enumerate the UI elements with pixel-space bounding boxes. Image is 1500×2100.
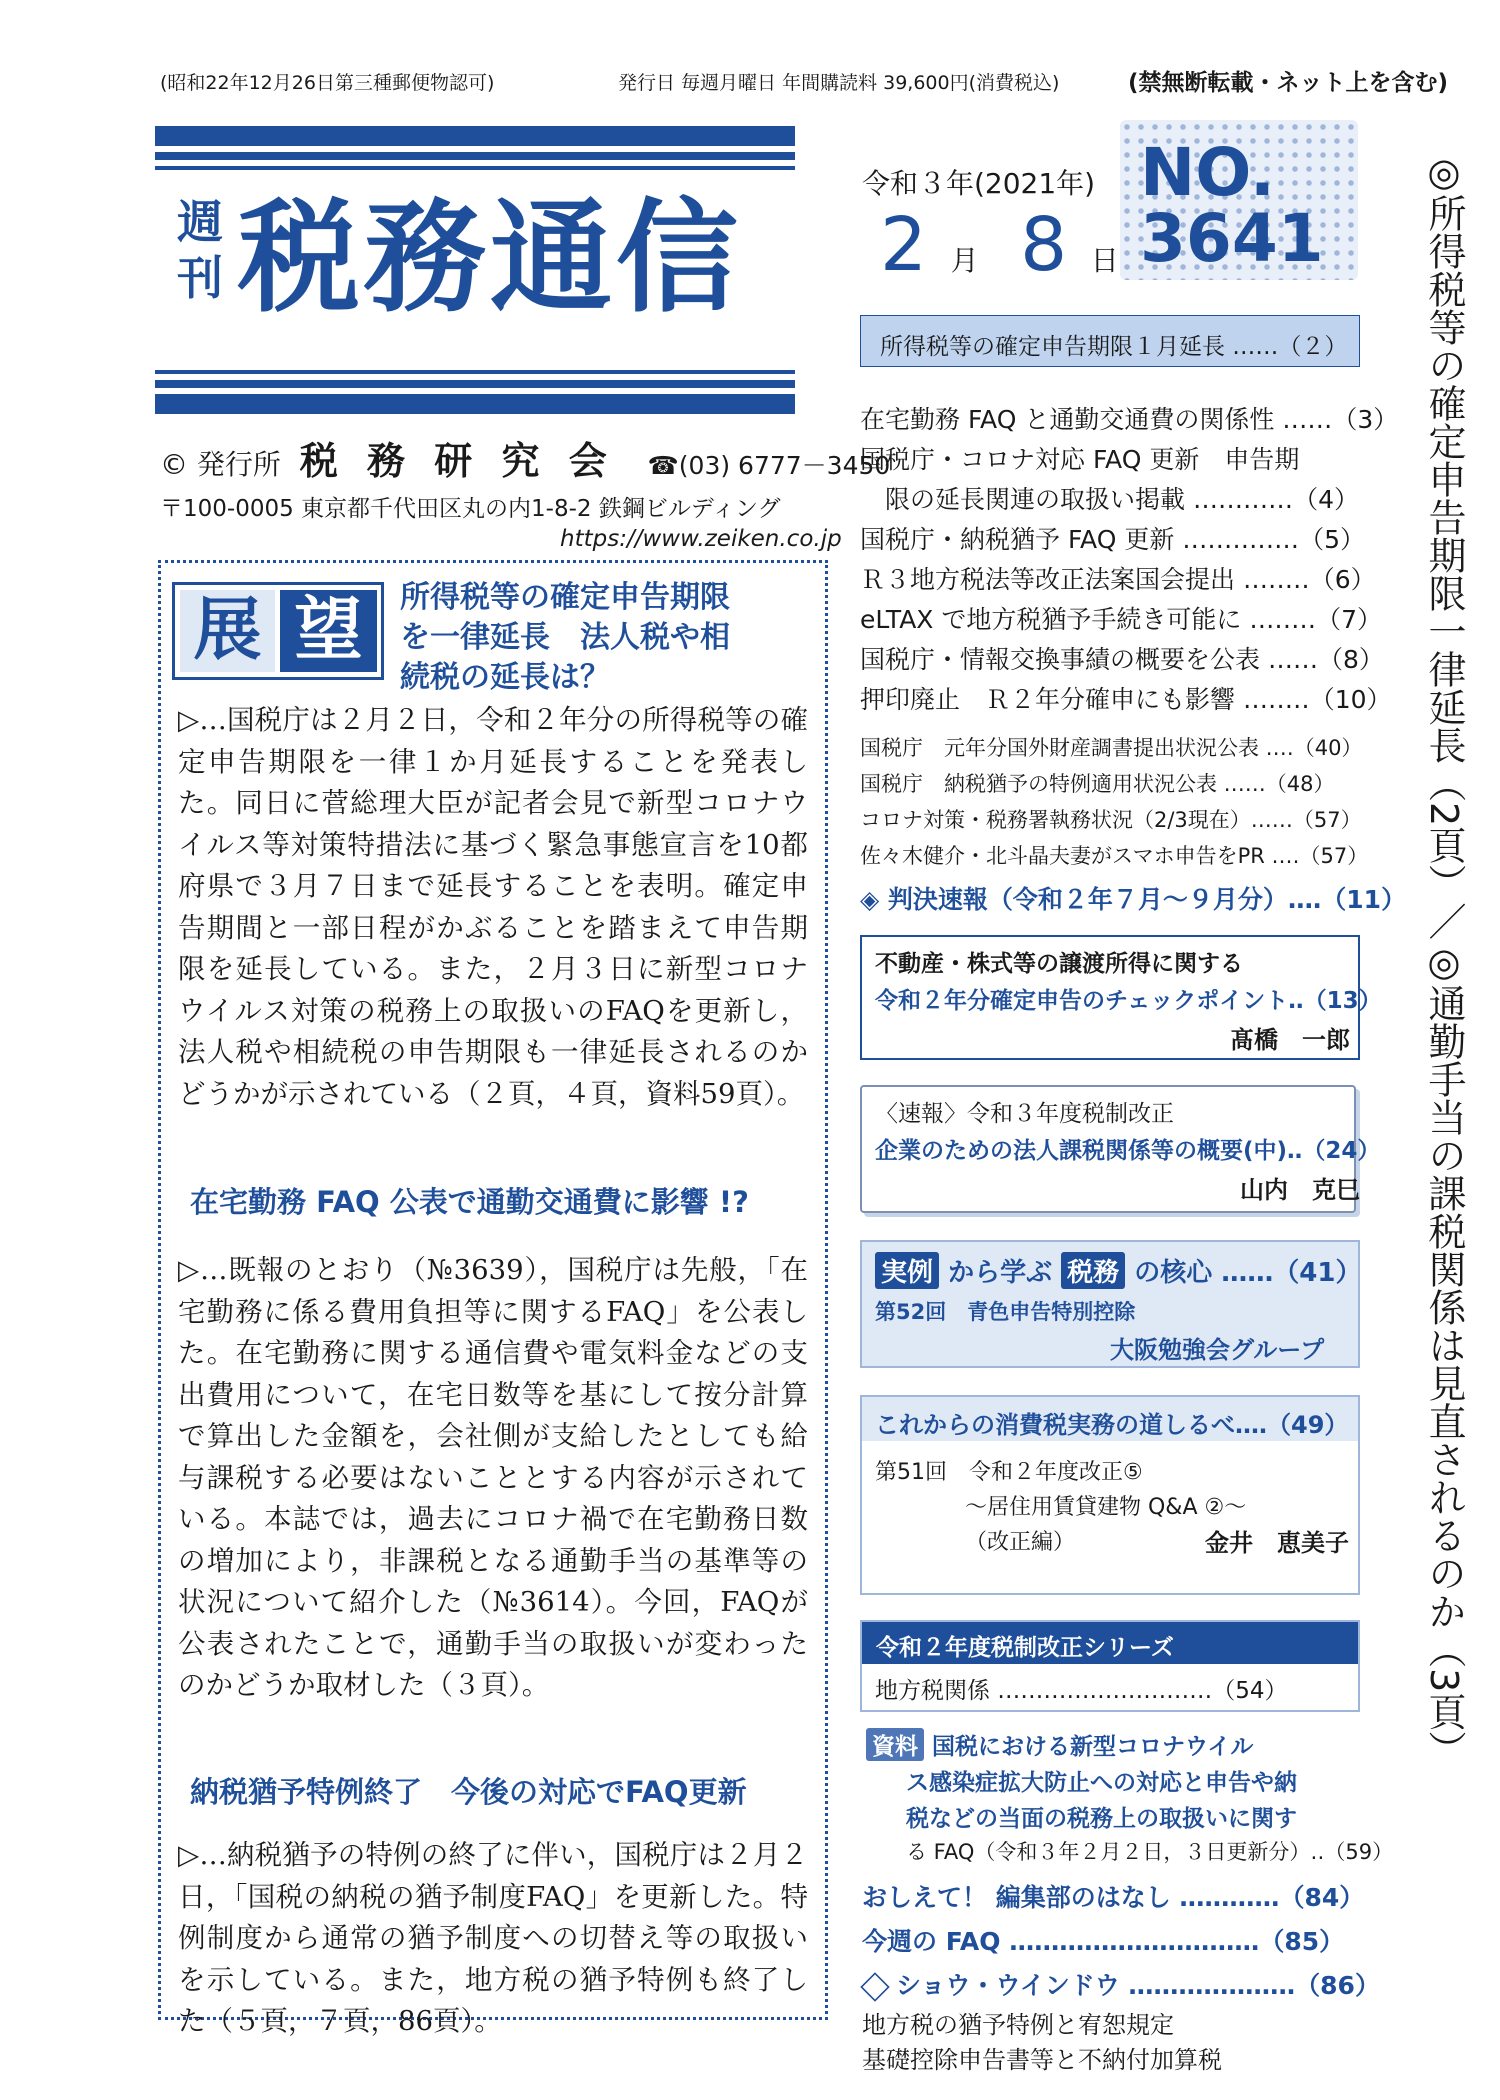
shiryo-text-1: 国税における新型コロナウイル [932, 1734, 1254, 1760]
shiryo-line-1[interactable] [866, 1728, 1253, 1761]
permit-notice: (昭和22年12月26日第三種郵便物認可) [160, 72, 495, 94]
publisher-copyright: © 発行所 [160, 448, 281, 481]
shiryo-line-2: ス感染症拡大防止への対応と申告や納 [906, 1770, 1297, 1796]
feature-2-line-2: 企業のための法人課税関係等の概要(中)‥（24） [875, 1138, 1381, 1164]
toc-item[interactable]: 限の延長関連の取扱い掲載 ‥‥‥‥‥‥（4） [860, 485, 1359, 514]
issue-month: 2 [880, 202, 928, 288]
lead-paragraph-2: ▷…既報のとおり（№3639），国税庁は先般，「在宅勤務に係る費用負担等に関するFAQ」を公表した。在宅勤務に関する通信費や電気料金などの支出費用について，在宅日数等を基にして按分計算で算出した金額を，会社側が支給したとしても給与課税する必要はないこととする内容が示されている。本誌では，過去にコロナ禍で在宅勤務日数の増加により，非課税となる通勤手当の基準等の状況について紹介した（№3614）。今回，FAQが公表されたことで，通勤手当の取扱いが変わったのかどうか取材した（３頁）。 [178, 1254, 808, 1701]
shiryo-line-3: 税などの当面の税務上の取扱いに関す [906, 1806, 1297, 1832]
copyright-notice: (禁無断転載・ネット上を含む) [1128, 70, 1449, 96]
toc-item[interactable]: Ｒ３地方税法等改正法案国会提出 ‥‥‥‥（6） [860, 565, 1376, 594]
feature-3-tail: の核心 ‥‥‥（41） [1134, 1258, 1362, 1288]
publisher-name: 税 務 研 究 会 [299, 439, 615, 483]
shiryo-line-4: る FAQ（令和３年２月２日，３日更新分）‥（59） [906, 1840, 1394, 1864]
feature-3-chip-2: 税務 [1061, 1252, 1125, 1289]
feature-5-line: 地方税関係 ‥‥‥‥‥‥‥‥‥‥‥‥‥‥（54） [875, 1678, 1288, 1704]
feature-3-title [875, 1252, 1362, 1289]
show-window-label: ショウ・ウインドウ ‥‥‥‥‥‥‥‥‥‥（86） [895, 1971, 1380, 2000]
issue-info: 発行日 毎週月曜日 年間購読料 39,600円(消費税込) [618, 72, 1060, 94]
this-week-faq-link[interactable]: 今週の FAQ ‥‥‥‥‥‥‥‥‥‥‥‥‥‥‥（85） [862, 1927, 1345, 1956]
subheading-telework-faq: 在宅勤務 FAQ 公表で通勤交通費に影響 !? [190, 1185, 749, 1219]
toc-small-item[interactable]: 国税庁 納税猶予の特例適用状況公表 ‥‥‥（48） [860, 772, 1335, 796]
toc-item[interactable]: 押印廃止 Ｒ２年分確申にも影響 ‥‥‥‥（10） [860, 685, 1392, 714]
lead-paragraph-3: ▷…納税猶予の特例の終了に伴い，国税庁は２月２日，「国税の納税の猶予制度FAQ」を更新した。特例制度から通常の猶予制度への切替え等の取扱いを示している。また，地方税の猶予特例も終了した（５頁，７頁，86頁）。 [178, 1839, 808, 2037]
feature-4-line-3: ～居住用賃貸建物 Q&A ②～ [965, 1495, 1247, 1520]
box-icon [860, 1972, 889, 2001]
issue-number-label: NO. [1140, 134, 1275, 211]
tenbou-char-1: 展 [180, 590, 275, 672]
feature-5-banner: 令和２年度税制改正シリーズ [862, 1622, 1358, 1664]
tenbou-char-2: 望 [280, 590, 377, 672]
issue-era-date: 令和３年(2021年) [862, 167, 1096, 200]
feature-1-author: 髙橋 一郎 [1230, 1026, 1350, 1054]
toc-item[interactable]: 在宅勤務 FAQ と通勤交通費の関係性 ‥‥‥（3） [860, 405, 1399, 434]
show-window-item-1: 地方税の猶予特例と宥恕規定 [862, 2011, 1174, 2039]
feature-2-author: 山内 克巳 [1240, 1176, 1360, 1204]
lead-headline-line: 続税の延長は？ [400, 660, 610, 695]
issue-number-value: 3641 [1140, 200, 1324, 277]
toc-small-item[interactable]: コロナ対策・税務署執務状況（2/3現在）‥‥‥（57） [860, 808, 1362, 832]
lead-headline-line: 所得税等の確定申告期限 [400, 580, 730, 615]
feature-1-line-2: 令和２年分確定申告のチェックポイント‥（13） [875, 988, 1382, 1014]
feature-2-line-1: 〈速報〉令和３年度税制改正 [875, 1101, 1174, 1127]
feature-4-author: 金井 恵美子 [1205, 1529, 1349, 1557]
toc-small-item[interactable]: 佐々木健介・北斗晶夫妻がスマホ申告をPR ‥‥（57） [860, 844, 1369, 868]
toc-item[interactable]: 国税庁・情報交換事績の概要を公表 ‥‥‥（8） [860, 645, 1384, 674]
feature-4-line-4: （改正編） [965, 1530, 1076, 1555]
show-window-item-2: 基礎控除申告書等と不納付加算税 [862, 2046, 1222, 2074]
feature-3-chip-1: 実例 [875, 1252, 939, 1289]
feature-4-line-2: 第51回 令和２年度改正⑤ [875, 1460, 1143, 1485]
feature-3-line-2: 第52回 青色申告特別控除 [875, 1300, 1136, 1324]
oshiete-link[interactable]: おしえて！ 編集部のはなし ‥‥‥‥‥‥（84） [862, 1883, 1365, 1912]
feature-3-author: 大阪勉強会グループ [1110, 1336, 1325, 1364]
feature-4-title: これからの消費税実務の道しるべ‥‥（49） [875, 1411, 1349, 1439]
toc-item[interactable]: 国税庁・納税猶予 FAQ 更新 ‥‥‥‥‥‥‥（5） [860, 525, 1365, 554]
lead-paragraph-1: ▷…国税庁は２月２日，令和２年分の所得税等の確定申告期限を一律１か月延長することを発表した。同日に菅総理大臣が記者会見で新型コロナウイルス等対策特措法に基づく緊急事態宣言を10都府県で３月７日まで延長することを表明。確定申告期間と一部日程がかぶることを踏まえて申告期限を延長している。また，２月３日に新型コロナウイルス対策の税務上の取扱いのFAQを更新し，法人税や相続税の申告期限も一律延長されるのかどうかが示されている（２頁，４頁，資料59頁）。 [178, 704, 808, 1110]
issue-day: 8 [1020, 202, 1068, 288]
toc-small-item[interactable]: 国税庁 元年分国外財産調書提出状況公表 ‥‥（40） [860, 736, 1363, 760]
issue-date [880, 202, 1119, 301]
lead-headline [400, 578, 820, 698]
toc-hanketsu[interactable]: ◈ 判決速報（令和２年７月～９月分）‥‥（11） [860, 885, 1407, 914]
toc-banner-text[interactable]: 所得税等の確定申告期限１月延長 ‥‥‥（２） [880, 334, 1348, 360]
toc-small-list [860, 730, 1369, 874]
toc-item[interactable]: eLTAX で地方税猶予手続き可能に ‥‥‥‥（7） [860, 605, 1382, 634]
show-window-link[interactable] [862, 1966, 1380, 2002]
toc-item[interactable]: 国税庁・コロナ対応 FAQ 更新 申告期 [860, 445, 1300, 474]
publisher-phone: ☎(03) 6777－3450 [647, 451, 891, 480]
month-unit: 月 [950, 244, 979, 277]
day-unit: 日 [1090, 244, 1119, 277]
weekly-char-1: 週 [177, 195, 223, 249]
lead-headline-line: を一律延長 法人税や相 [400, 620, 730, 655]
publisher-url[interactable]: https://www.zeiken.co.jp [560, 526, 842, 552]
masthead-title: 税務通信 [238, 187, 742, 329]
vertical-headline: ◎所得税等の確定申告期限一律延長（2頁）／◎通勤手当の課税関係は見直されるのか（3頁） [1422, 150, 1466, 1769]
publisher-address: 〒100-0005 東京都千代田区丸の内1-8-2 鉄鋼ビルディング [160, 496, 781, 522]
subheading-tax-deferral: 納税猶予特例終了 今後の対応でFAQ更新 [190, 1775, 747, 1809]
publisher [160, 430, 890, 485]
weekly-char-2: 刊 [177, 251, 223, 305]
feature-3-mid: から学ぶ [948, 1258, 1053, 1288]
toc-list [860, 400, 1399, 720]
issue-number [1140, 134, 1324, 277]
shiryo-chip: 資料 [866, 1728, 924, 1761]
feature-1-line-1: 不動産・株式等の譲渡所得に関する [875, 951, 1243, 977]
